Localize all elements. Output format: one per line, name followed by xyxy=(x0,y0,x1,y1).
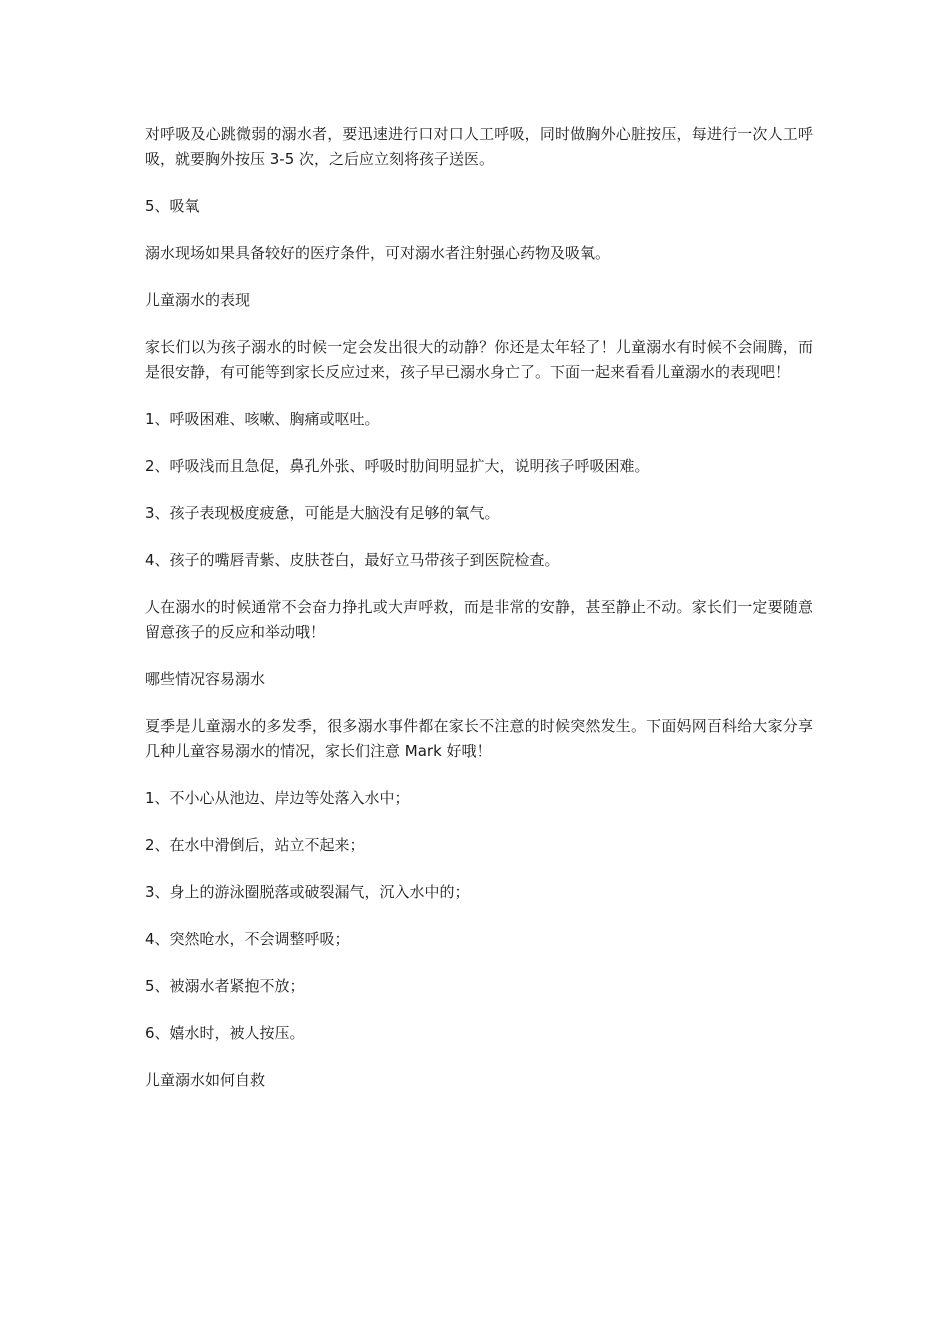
list-item-sign-2: 2、呼吸浅而且急促，鼻孔外张、呼吸时肋间明显扩大，说明孩子呼吸困难。 xyxy=(145,457,650,475)
heading-self-rescue: 儿童溺水如何自救 xyxy=(145,1071,266,1089)
list-item-sign-1: 1、呼吸困难、咳嗽、胸痛或呕吐。 xyxy=(145,410,380,428)
article-body xyxy=(145,122,813,1115)
heading-risk-situations: 哪些情况容易溺水 xyxy=(145,670,266,688)
list-item-risk-4: 4、突然呛水，不会调整呼吸； xyxy=(145,930,350,948)
heading-oxygen: 5、吸氧 xyxy=(145,197,200,215)
paragraph-silent-drowning: 人在溺水的时候通常不会奋力挣扎或大声呼救，而是非常的安静，甚至静止不动。家长们一定要随意留意孩子的反应和举动哦！ xyxy=(145,598,813,641)
list-item-sign-4: 4、孩子的嘴唇青紫、皮肤苍白，最好立马带孩子到医院检查。 xyxy=(145,551,560,569)
list-item-risk-5: 5、被溺水者紧抱不放； xyxy=(145,977,305,995)
list-item-risk-3: 3、身上的游泳圈脱落或破裂漏气，沉入水中的； xyxy=(145,883,470,901)
list-item-sign-3: 3、孩子表现极度疲惫，可能是大脑没有足够的氧气。 xyxy=(145,504,500,522)
paragraph-cpr-instructions: 对呼吸及心跳微弱的溺水者，要迅速进行口对口人工呼吸，同时做胸外心脏按压，每进行一次人工呼吸，就要胸外按压 3-5 次，之后应立刻将孩子送医。 xyxy=(145,125,813,168)
list-item-risk-1: 1、不小心从池边、岸边等处落入水中； xyxy=(145,789,410,807)
paragraph-oxygen: 溺水现场如果具备较好的医疗条件，可对溺水者注射强心药物及吸氧。 xyxy=(145,244,611,262)
heading-drowning-signs: 儿童溺水的表现 xyxy=(145,291,251,309)
paragraph-risk-intro: 夏季是儿童溺水的多发季，很多溺水事件都在家长不注意的时候突然发生。下面妈网百科给大家分享几种儿童容易溺水的情况，家长们注意 Mark 好哦！ xyxy=(145,717,813,760)
list-item-risk-6: 6、嬉水时，被人按压。 xyxy=(145,1024,305,1042)
paragraph-drowning-signs-intro: 家长们以为孩子溺水的时候一定会发出很大的动静？你还是太年轻了！儿童溺水有时候不会闹腾，而是很安静，有可能等到家长反应过来，孩子早已溺水身亡了。下面一起来看看儿童溺水的表现吧！ xyxy=(145,338,813,381)
list-item-risk-2: 2、在水中滑倒后，站立不起来； xyxy=(145,836,365,854)
